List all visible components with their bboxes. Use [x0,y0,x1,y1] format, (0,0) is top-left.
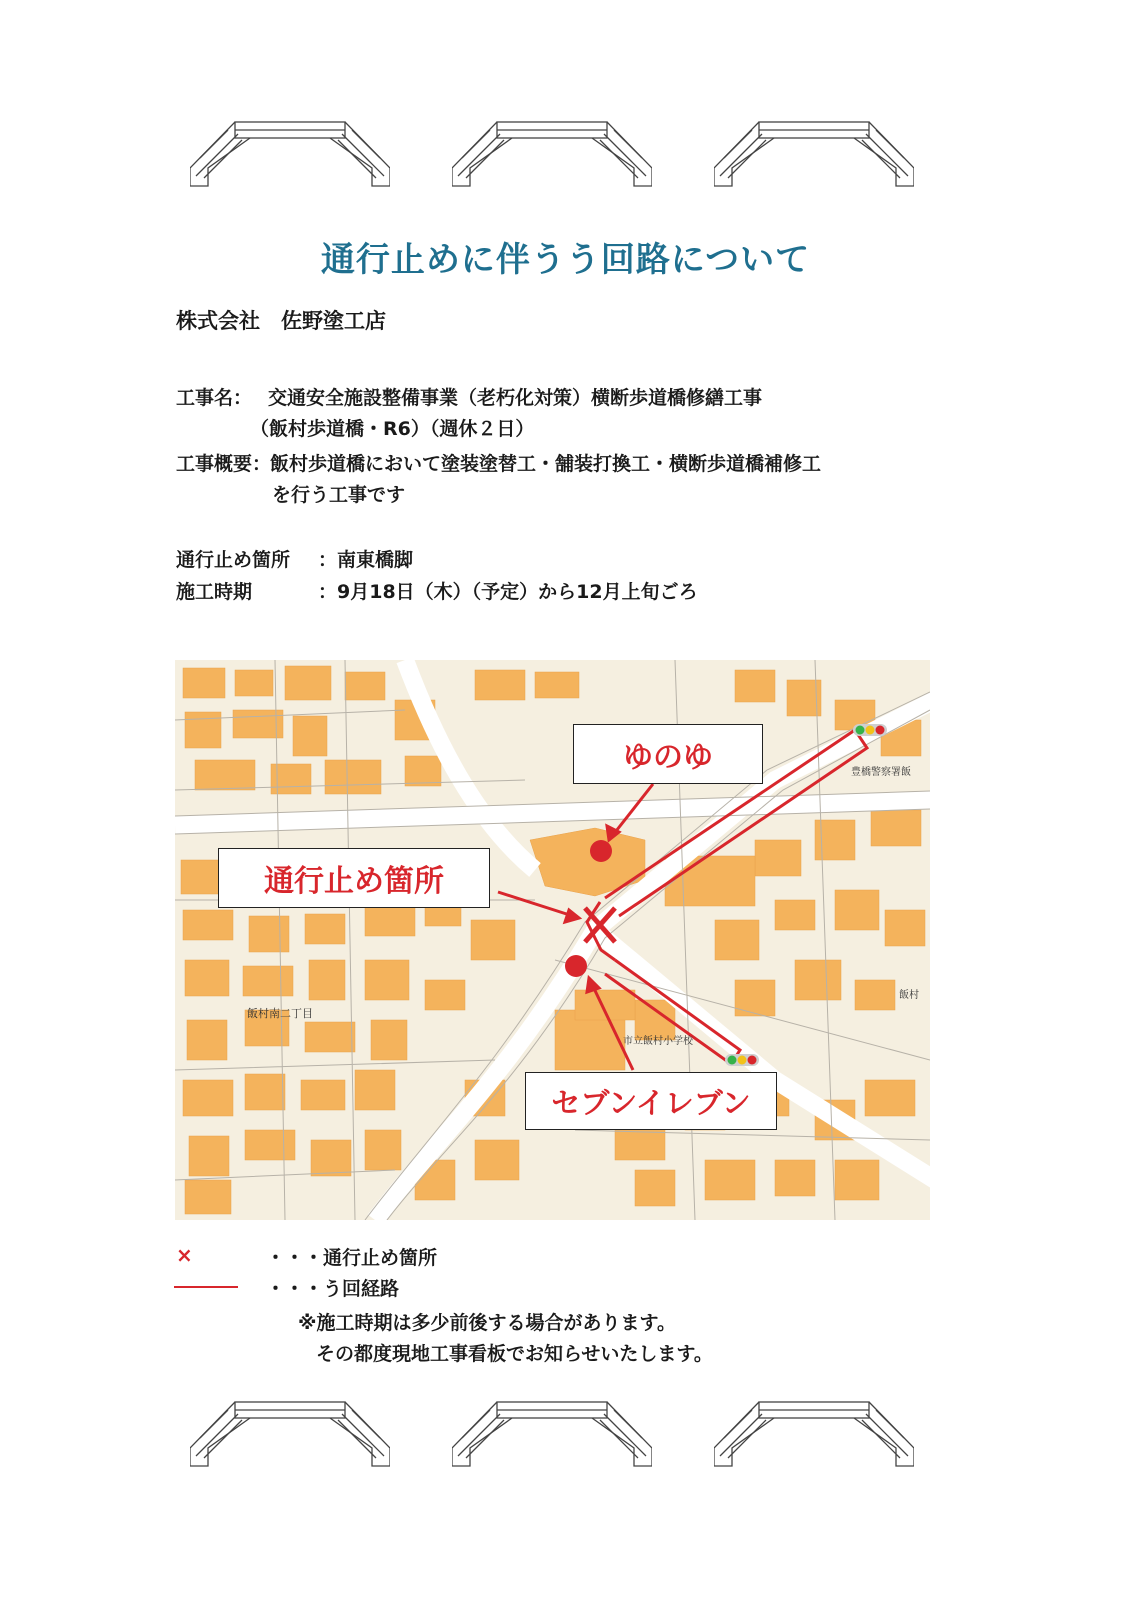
pedestrian-bridge-icon [190,1400,390,1470]
note-line1: ※施工時期は多少前後する場合があります。 [298,1312,676,1334]
page-title: 通行止めに伴うう回路について [320,240,811,280]
legend-cross-label: ・・・通行止め箇所 [266,1247,438,1269]
project-summary-line1: 飯村歩道橋において塗装塗替工・舗装打換工・横断歩道橋補修工 [270,453,822,475]
traffic-light-icon [853,724,887,736]
pedestrian-bridge-icon [452,120,652,190]
seven-eleven-location-marker [565,955,587,977]
legend-route-label: ・・・う回経路 [266,1278,400,1300]
construction-period-value: ：9月18日（木）（予定）から12月上旬ごろ [318,581,698,603]
yunoyu-callout: ゆのゆ [573,724,763,784]
pedestrian-bridge-icon [190,120,390,190]
legend-cross-icon: × [176,1243,193,1267]
company-name: 株式会社 佐野塗工店 [176,309,386,333]
closure-location-label: 通行止め箇所 [176,549,291,571]
project-name-label: 工事名： [176,387,253,409]
detour-map [175,660,930,1220]
area-label-minami: 飯村南二丁目 [247,1007,313,1020]
construction-period-label: 施工時期 [176,581,253,603]
yunoyu-location-marker [590,840,612,862]
legend-route-line [174,1286,238,1288]
project-summary-line2: を行う工事です [272,484,406,506]
map-graphic [175,660,930,1220]
closure-location-value: ：南東橋脚 [318,549,414,571]
pedestrian-bridge-icon [452,1400,652,1470]
police-label: 豊橋警察署飯 [851,767,911,778]
project-summary-label: 工事概要： [176,453,272,475]
note-line2: その都度現地工事看板でお知らせいたします。 [316,1343,713,1365]
closure-callout: 通行止め箇所 [218,848,490,908]
area-label-iimura: 飯村 [899,990,919,1001]
traffic-light-icon [725,1054,759,1066]
school-label: 市立飯村小学校 [623,1036,693,1047]
project-name-line1: 交通安全施設整備事業（老朽化対策）横断歩道橋修繕工事 [268,387,763,409]
pedestrian-bridge-icon [714,1400,914,1470]
project-name-line2: （飯村歩道橋・R6）（週休２日） [250,418,535,440]
seven-eleven-callout: セブンイレブン [525,1072,777,1130]
pedestrian-bridge-icon [714,120,914,190]
